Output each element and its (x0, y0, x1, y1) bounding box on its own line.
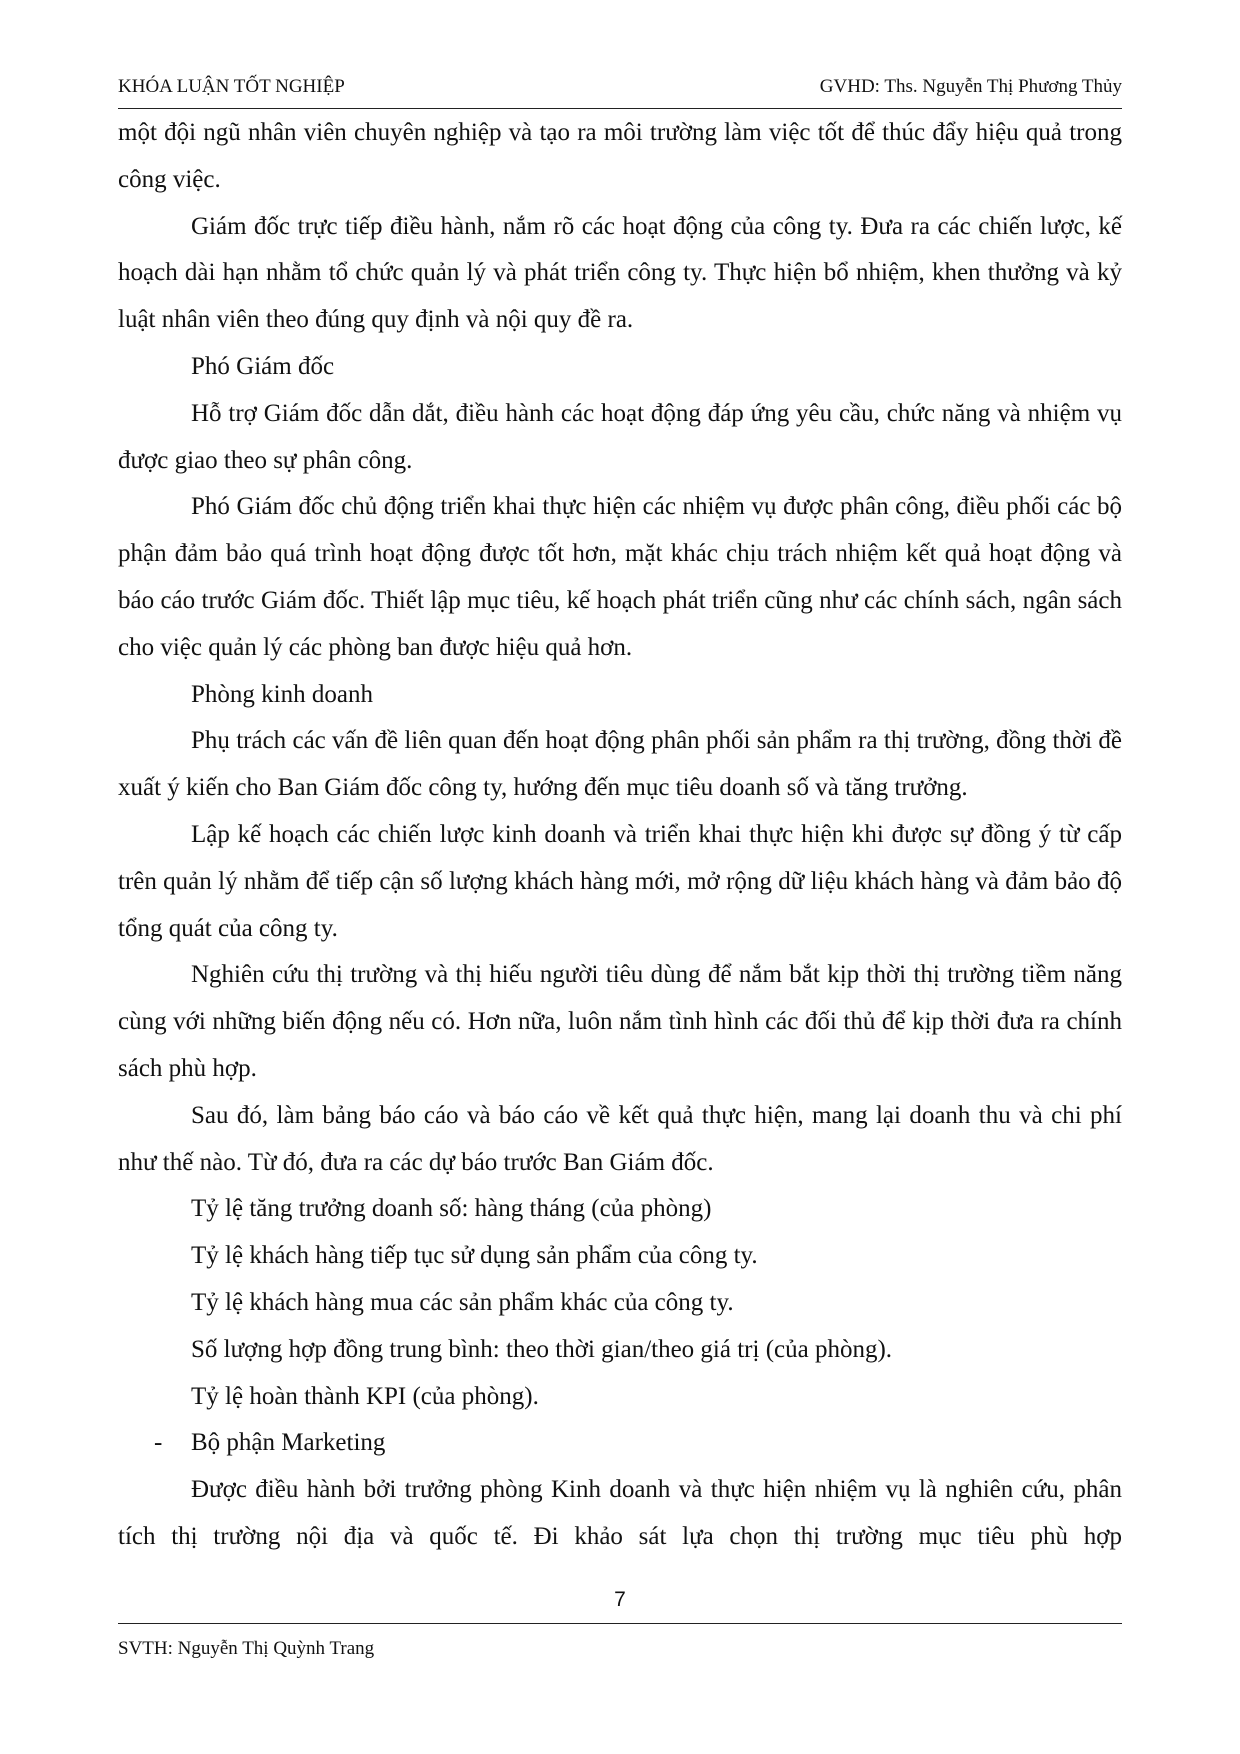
header-thesis-title: KHÓA LUẬN TỐT NGHIỆP (118, 76, 345, 97)
paragraph: một đội ngũ nhân viên chuyên nghiệp và tạo ra môi trường làm việc tốt để thúc đẩy hiệu quả trong công việc. (118, 119, 1122, 193)
section-label: Phòng kinh doanh (191, 680, 373, 708)
paragraph: Phó Giám đốc chủ động triển khai thực hiện các nhiệm vụ được phân công, điều phối các bộ phận đảm bảo quá trình hoạt động được tốt hơn, mặt khác chịu trách nhiệm kết quả hoạt động và báo cáo trước Giám đốc. Thiết lập mục tiêu, kế hoạch phát triển cũng như các chính sách, ngân sách cho việc quản lý các phòng ban được hiệu quả hơn. (118, 493, 1122, 661)
list-item: Tỷ lệ khách hàng mua các sản phẩm khác của công ty. (191, 1288, 734, 1316)
paragraph: Được điều hành bởi trưởng phòng Kinh doanh và thực hiện nhiệm vụ là nghiên cứu, phân tích thị trường nội địa và quốc tế. Đi khảo sát lựa chọn thị trường mục tiêu phù hợp (118, 1476, 1122, 1550)
paragraph: Lập kế hoạch các chiến lược kinh doanh và triển khai thực hiện khi được sự đồng ý từ cấp trên quản lý nhằm để tiếp cận số lượng khách hàng mới, mở rộng dữ liệu khách hàng và đảm bảo độ tổng quát của công ty. (118, 820, 1122, 942)
paragraph: Sau đó, làm bảng báo cáo và báo cáo về kết quả thực hiện, mang lại doanh thu và chi phí như thế nào. Từ đó, đưa ra các dự báo trước Ban Giám đốc. (118, 1101, 1122, 1176)
paragraph: Nghiên cứu thị trường và thị hiếu người tiêu dùng để nắm bắt kịp thời thị trường tiềm năng cùng với những biến động nếu có. Hơn nữa, luôn nắm tình hình các đối thủ để kịp thời đưa ra chính sách phù hợp. (118, 961, 1122, 1082)
list-item: Tỷ lệ tăng trưởng doanh số: hàng tháng (của phòng) (191, 1195, 712, 1223)
list-item: Tỷ lệ khách hàng tiếp tục sử dụng sản phẩm của công ty. (191, 1242, 758, 1270)
page-number: 7 (614, 1588, 626, 1611)
header-advisor: GVHD: Ths. Nguyễn Thị Phương Thủy (819, 76, 1122, 97)
paragraph: Phụ trách các vấn đề liên quan đến hoạt động phân phối sản phẩm ra thị trường, đồng thời đề xuất ý kiến cho Ban Giám đốc công ty, hướng đến mục tiêu doanh số và tăng trưởng. (118, 727, 1122, 802)
paragraph: Hỗ trợ Giám đốc dẫn dắt, điều hành các hoạt động đáp ứng yêu cầu, chức năng và nhiệm vụ được giao theo sự phân công. (118, 399, 1122, 474)
paragraph: Giám đốc trực tiếp điều hành, nắm rõ các hoạt động của công ty. Đưa ra các chiến lược, kế hoạch dài hạn nhằm tổ chức quản lý và phát triển công ty. Thực hiện bổ nhiệm, khen thưởng và kỷ luật nhân viên theo đúng quy định và nội quy đề ra. (118, 212, 1122, 334)
bullet-item-marketing (118, 1420, 1122, 1467)
bullet-dash: - (154, 1429, 163, 1457)
page-header (118, 72, 1122, 109)
list-item: Số lượng hợp đồng trung bình: theo thời gian/theo giá trị (của phòng). (191, 1335, 893, 1363)
page-footer (118, 1623, 1122, 1660)
list-item: Tỷ lệ hoàn thành KPI (của phòng). (191, 1382, 539, 1410)
bullet-label: Bộ phận Marketing (191, 1429, 386, 1457)
document-body (118, 110, 1122, 1561)
footer-student: SVTH: Nguyễn Thị Quỳnh Trang (118, 1638, 375, 1659)
section-label: Phó Giám đốc (191, 352, 335, 380)
